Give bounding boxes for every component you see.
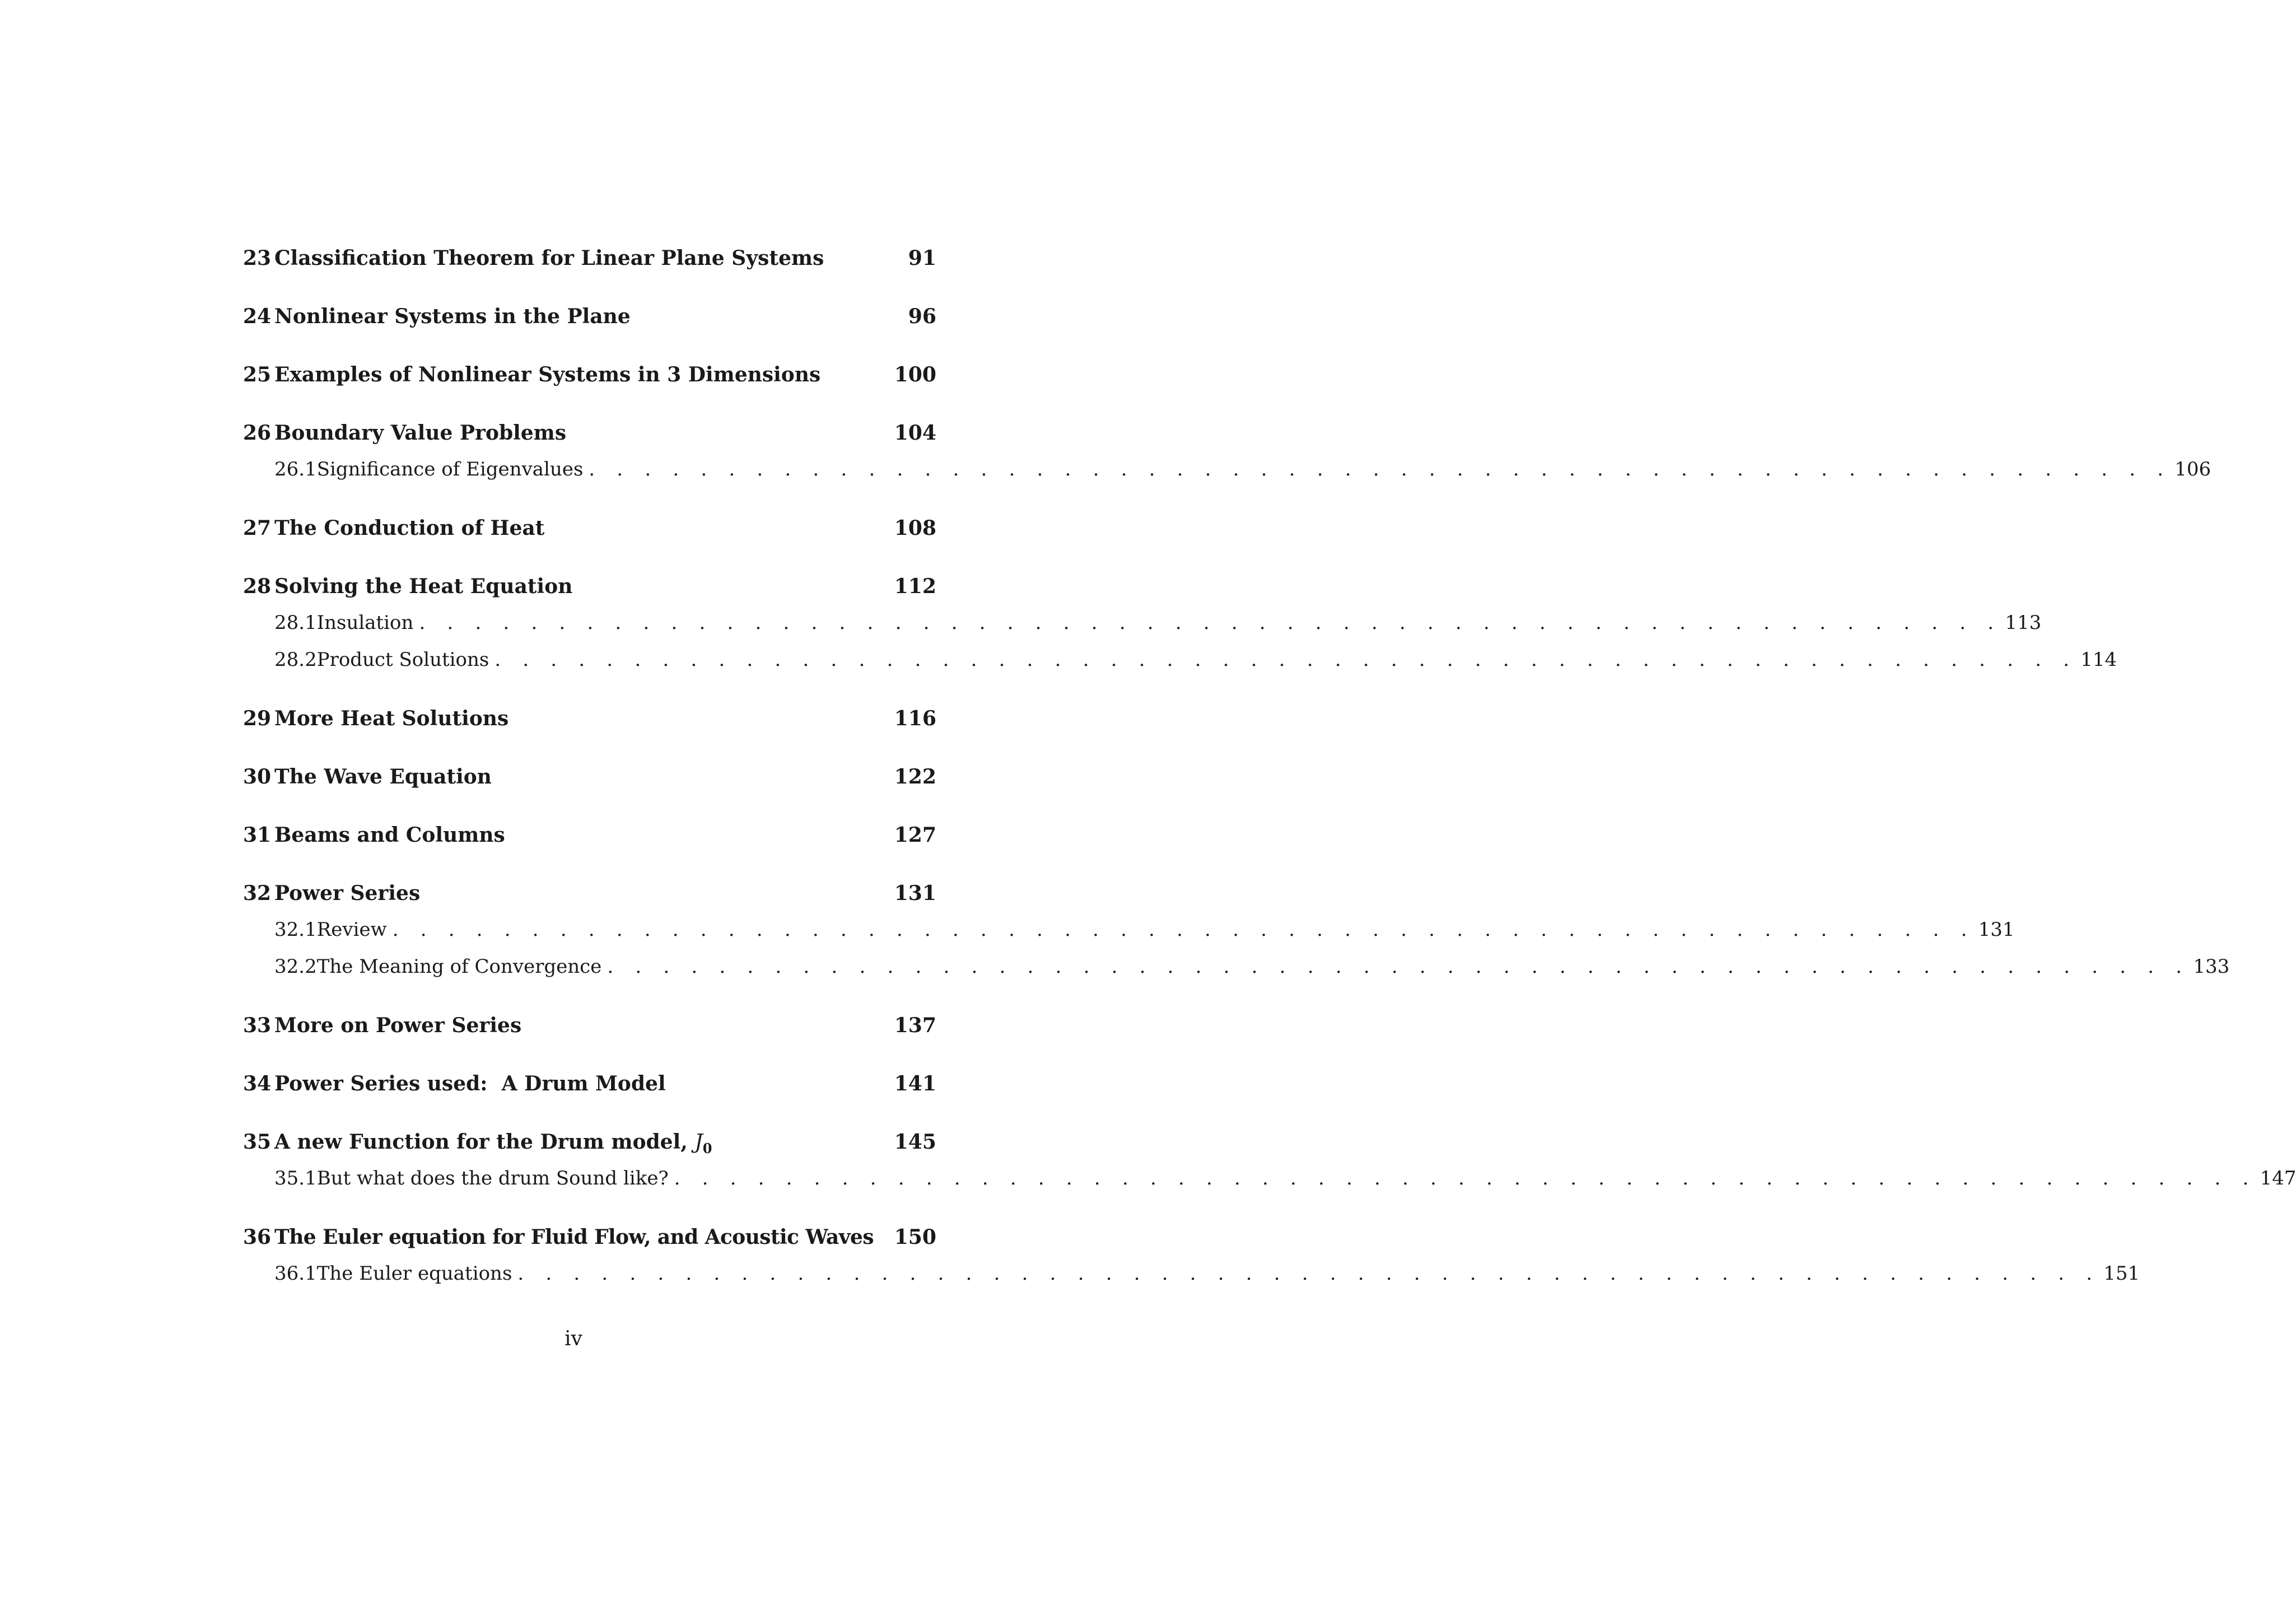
chapter-title: Solving the Heat Equation	[274, 575, 573, 598]
toc-chapter-32[interactable]	[243, 882, 936, 915]
section-page-number: 131	[1978, 918, 2015, 941]
dot-leader: . . . . . . . . . . . . . . . . . . . . . . . . . . . . . . . . . . . . . . . . . . . . . . . . . . . . . . . . .	[589, 458, 2172, 481]
chapter-page-number: 127	[894, 823, 936, 847]
toc-chapter-29[interactable]	[243, 707, 936, 740]
chapter-number: 33	[243, 1014, 272, 1037]
dot-leader: . . . . . . . . . . . . . . . . . . . . . . . . . . . . . . . . . . . . . . . . . . . . . . . . . . . . . . . . .	[419, 612, 2002, 634]
toc-section-26-1[interactable]	[243, 458, 2211, 492]
section-number: 35.1	[274, 1167, 317, 1190]
section-number: 36.1	[274, 1262, 317, 1285]
toc-section-32-1[interactable]	[243, 918, 2015, 952]
chapter-page-number: 96	[908, 305, 936, 328]
dot-leader: . . . . . . . . . . . . . . . . . . . . . . . . . . . . . . . . . . . . . . . . . . . . . . . . . . . . . . . . .	[392, 918, 1975, 941]
chapter-page-number: 108	[894, 516, 936, 540]
toc-chapter-26[interactable]	[243, 421, 936, 455]
section-title: The Euler equations	[317, 1262, 518, 1285]
section-title: The Meaning of Convergence	[317, 955, 608, 978]
dot-leader: . . . . . . . . . . . . . . . . . . . . . . . . . . . . . . . . . . . . . . . . . . . . . . . . . . . . . . . . .	[494, 649, 2078, 671]
toc-section-32-2[interactable]	[243, 955, 2230, 989]
chapter-number: 32	[243, 882, 272, 905]
dot-leader: . . . . . . . . . . . . . . . . . . . . . . . . . . . . . . . . . . . . . . . . . . . . . . . . . . . . . . . . .	[607, 955, 2190, 978]
chapter-number: 27	[243, 516, 272, 540]
chapter-title: The Euler equation for Fluid Flow, and Acoustic Waves	[274, 1225, 874, 1249]
chapter-page-number: 137	[894, 1014, 936, 1037]
dot-leader: . . . . . . . . . . . . . . . . . . . . . . . . . . . . . . . . . . . . . . . . . . . . . . . . . . . . . . . . .	[674, 1167, 2257, 1190]
chapter-number: 31	[243, 823, 272, 847]
toc-chapter-35[interactable]	[243, 1130, 936, 1164]
section-title: Significance of Eigenvalues	[317, 458, 589, 481]
chapter-title: More Heat Solutions	[274, 707, 509, 730]
toc-chapter-24[interactable]	[243, 305, 936, 338]
chapter-page-number: 122	[894, 765, 936, 789]
toc-section-35-1[interactable]	[243, 1167, 2296, 1201]
chapter-page-number: 145	[894, 1130, 936, 1154]
toc-chapter-33[interactable]	[243, 1014, 936, 1047]
chapter-page-number: 150	[894, 1225, 936, 1249]
chapter-number: 26	[243, 421, 272, 445]
chapter-page-number: 116	[894, 707, 936, 730]
toc-chapter-31[interactable]	[243, 823, 936, 857]
chapter-number: 28	[243, 575, 272, 598]
chapter-number: 25	[243, 363, 272, 386]
chapter-title: Boundary Value Problems	[274, 421, 567, 445]
section-page-number: 106	[2174, 458, 2211, 481]
section-number: 28.1	[274, 612, 317, 634]
chapter-title: Power Series	[274, 882, 421, 905]
chapter-title: Power Series used: A Drum Model	[274, 1072, 666, 1095]
chapter-number: 29	[243, 707, 272, 730]
section-number: 32.1	[274, 918, 317, 941]
section-page-number: 133	[2193, 955, 2230, 978]
section-title: Review	[317, 918, 393, 941]
chapter-number: 34	[243, 1072, 272, 1095]
chapter-number: 30	[243, 765, 272, 789]
toc-chapter-23[interactable]	[243, 246, 936, 280]
toc-section-36-1[interactable]	[243, 1262, 2140, 1296]
chapter-page-number: 131	[894, 882, 936, 905]
chapter-page-number: 91	[908, 246, 936, 270]
chapter-title: Examples of Nonlinear Systems in 3 Dimensions	[274, 363, 821, 386]
page-number-footer: iv	[564, 1327, 582, 1350]
section-number: 32.2	[274, 955, 317, 978]
chapter-title: The Wave Equation	[274, 765, 492, 789]
dot-leader: . . . . . . . . . . . . . . . . . . . . . . . . . . . . . . . . . . . . . . . . . . . . . . . . . . . . . . . . .	[517, 1262, 2101, 1285]
chapter-page-number: 100	[894, 363, 936, 386]
math-subscript: 0	[702, 1140, 712, 1157]
chapter-number: 35	[243, 1130, 272, 1154]
chapter-title: Beams and Columns	[274, 823, 505, 847]
section-title: Product Solutions	[317, 649, 495, 671]
section-page-number: 147	[2260, 1167, 2296, 1190]
chapter-page-number: 104	[894, 421, 936, 445]
toc-chapter-27[interactable]	[243, 516, 936, 550]
section-number: 26.1	[274, 458, 317, 481]
chapter-title: Nonlinear Systems in the Plane	[274, 305, 631, 328]
section-page-number: 151	[2103, 1262, 2140, 1285]
chapter-title-wrapper	[274, 1130, 894, 1156]
chapter-number: 36	[243, 1225, 272, 1249]
math-variable-j: J	[694, 1131, 703, 1154]
chapter-title: Classification Theorem for Linear Plane Systems	[274, 246, 824, 270]
chapter-page-number: 112	[894, 575, 936, 598]
chapter-page-number: 141	[894, 1072, 936, 1095]
section-title: Insulation	[317, 612, 419, 634]
chapter-title: The Conduction of Heat	[274, 516, 545, 540]
section-page-number: 114	[2080, 649, 2117, 671]
chapter-number: 23	[243, 246, 272, 270]
toc-chapter-25[interactable]	[243, 363, 936, 397]
toc-chapter-30[interactable]	[243, 765, 936, 799]
chapter-title: A new Function for the Drum model,	[274, 1130, 695, 1154]
toc-chapter-36[interactable]	[243, 1225, 936, 1259]
chapter-number: 24	[243, 305, 272, 328]
toc-section-28-1[interactable]	[243, 612, 2042, 645]
chapter-title: More on Power Series	[274, 1014, 522, 1037]
toc-chapter-34[interactable]	[243, 1072, 936, 1106]
toc-chapter-28[interactable]	[243, 575, 936, 608]
toc-section-28-2[interactable]	[243, 649, 2117, 682]
section-title: But what does the drum Sound like?	[317, 1167, 674, 1190]
section-page-number: 113	[2005, 612, 2042, 634]
section-number: 28.2	[274, 649, 317, 671]
